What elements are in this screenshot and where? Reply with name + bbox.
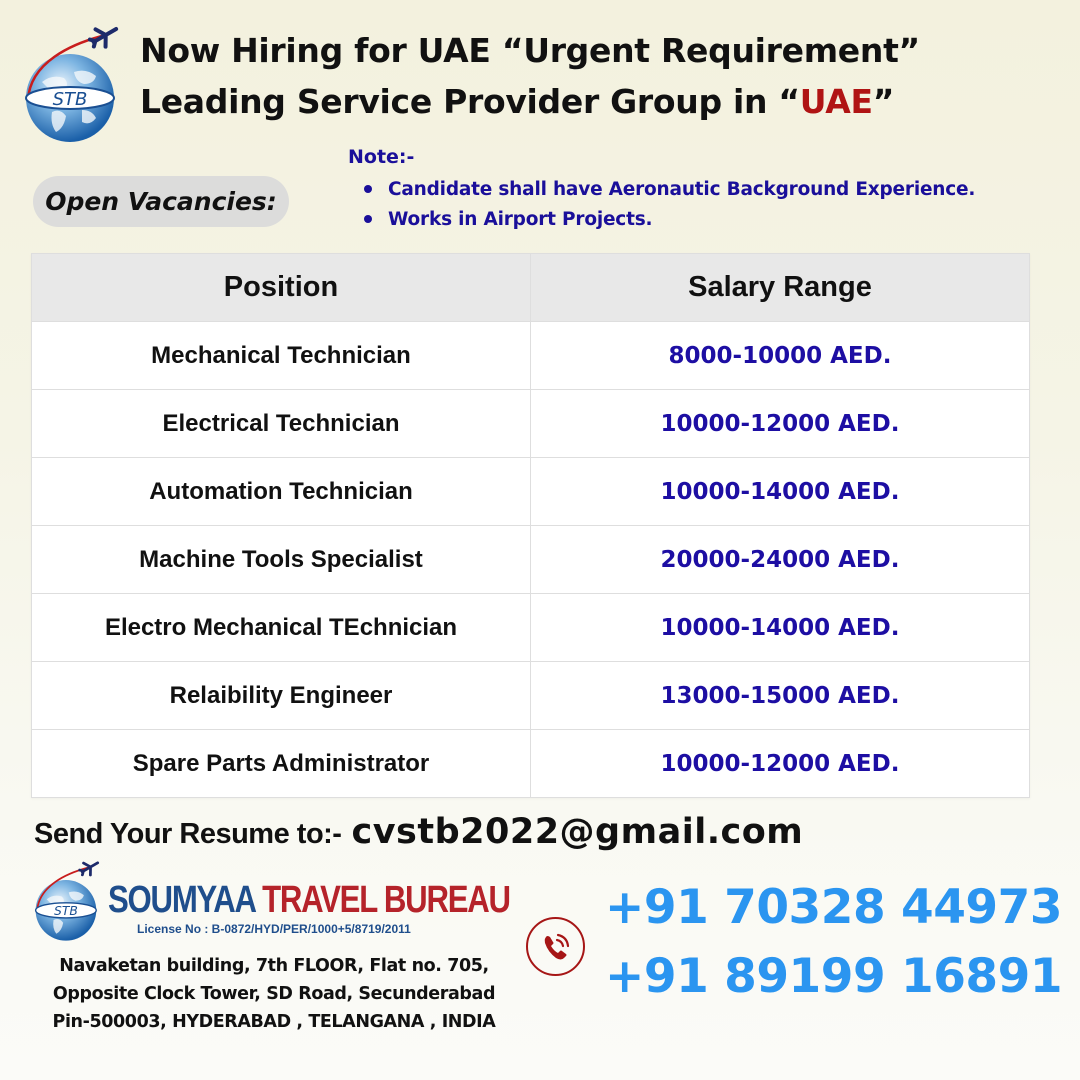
- position-cell: Relaibility Engineer: [32, 662, 531, 730]
- note-title: Note:-: [348, 146, 415, 168]
- headline-line-2: [140, 82, 894, 121]
- svg-text:STB: STB: [53, 903, 78, 919]
- license-number: License No : B-0872/HYD/PER/1000+5/8719/2011: [137, 922, 411, 936]
- stb-globe-logo: [22, 22, 124, 144]
- headline-line-1: Now Hiring for UAE “Urgent Requirement”: [140, 31, 920, 70]
- address-line: Pin-500003, HYDERABAD , TELANGANA , INDIA: [52, 1012, 496, 1032]
- stb-globe-logo-small: [32, 858, 104, 942]
- phone-number-2[interactable]: +91 89199 16891: [605, 949, 1063, 1004]
- table-row: [32, 390, 1030, 458]
- resume-label: Send Your Resume to:-: [34, 818, 342, 850]
- headline-accent-uae: UAE: [799, 82, 873, 121]
- column-header-salary: Salary Range: [531, 254, 1030, 322]
- salary-cell: 8000-10000 AED.: [531, 322, 1030, 390]
- table-row: [32, 526, 1030, 594]
- address-line: Opposite Clock Tower, SD Road, Secunderabad: [52, 984, 496, 1004]
- address-line: Navaketan building, 7th FLOOR, Flat no. 705,: [59, 956, 489, 976]
- salary-cell: 10000-14000 AED.: [531, 458, 1030, 526]
- company-name: [108, 879, 510, 922]
- headline-suffix: ”: [872, 82, 895, 121]
- salary-cell: 10000-14000 AED.: [531, 594, 1030, 662]
- open-vacancies-badge: Open Vacancies:: [33, 176, 289, 227]
- headline-prefix: Leading Service Provider Group in “: [140, 82, 800, 121]
- table-row: [32, 594, 1030, 662]
- svg-text:STB: STB: [52, 89, 88, 110]
- bullet-icon: [364, 185, 372, 193]
- company-name-part2: TRAVEL BUREAU: [262, 879, 510, 921]
- salary-cell: 10000-12000 AED.: [531, 730, 1030, 798]
- note-item: Candidate shall have Aeronautic Background Experience.: [360, 174, 975, 204]
- position-cell: Electro Mechanical TEchnician: [32, 594, 531, 662]
- salary-cell: 10000-12000 AED.: [531, 390, 1030, 458]
- table-header-row: [32, 254, 1030, 322]
- table-row: [32, 662, 1030, 730]
- resume-line: [34, 812, 803, 852]
- phone-number-1[interactable]: +91 70328 44973: [605, 880, 1063, 935]
- position-cell: Automation Technician: [32, 458, 531, 526]
- position-cell: Machine Tools Specialist: [32, 526, 531, 594]
- table-row: [32, 730, 1030, 798]
- note-item: Works in Airport Projects.: [360, 204, 975, 234]
- phone-icon: [526, 917, 585, 976]
- salary-cell: 20000-24000 AED.: [531, 526, 1030, 594]
- salary-cell: 13000-15000 AED.: [531, 662, 1030, 730]
- note-list: [360, 174, 975, 234]
- table-row: [32, 322, 1030, 390]
- company-name-part1: SOUMYAA: [108, 879, 255, 921]
- column-header-position: Position: [32, 254, 531, 322]
- bullet-icon: [364, 215, 372, 223]
- position-cell: Spare Parts Administrator: [32, 730, 531, 798]
- company-address: [44, 952, 504, 1036]
- position-cell: Mechanical Technician: [32, 322, 531, 390]
- position-cell: Electrical Technician: [32, 390, 531, 458]
- resume-email-link[interactable]: cvstb2022@gmail.com: [351, 812, 804, 852]
- vacancies-table: [31, 253, 1030, 798]
- table-row: [32, 458, 1030, 526]
